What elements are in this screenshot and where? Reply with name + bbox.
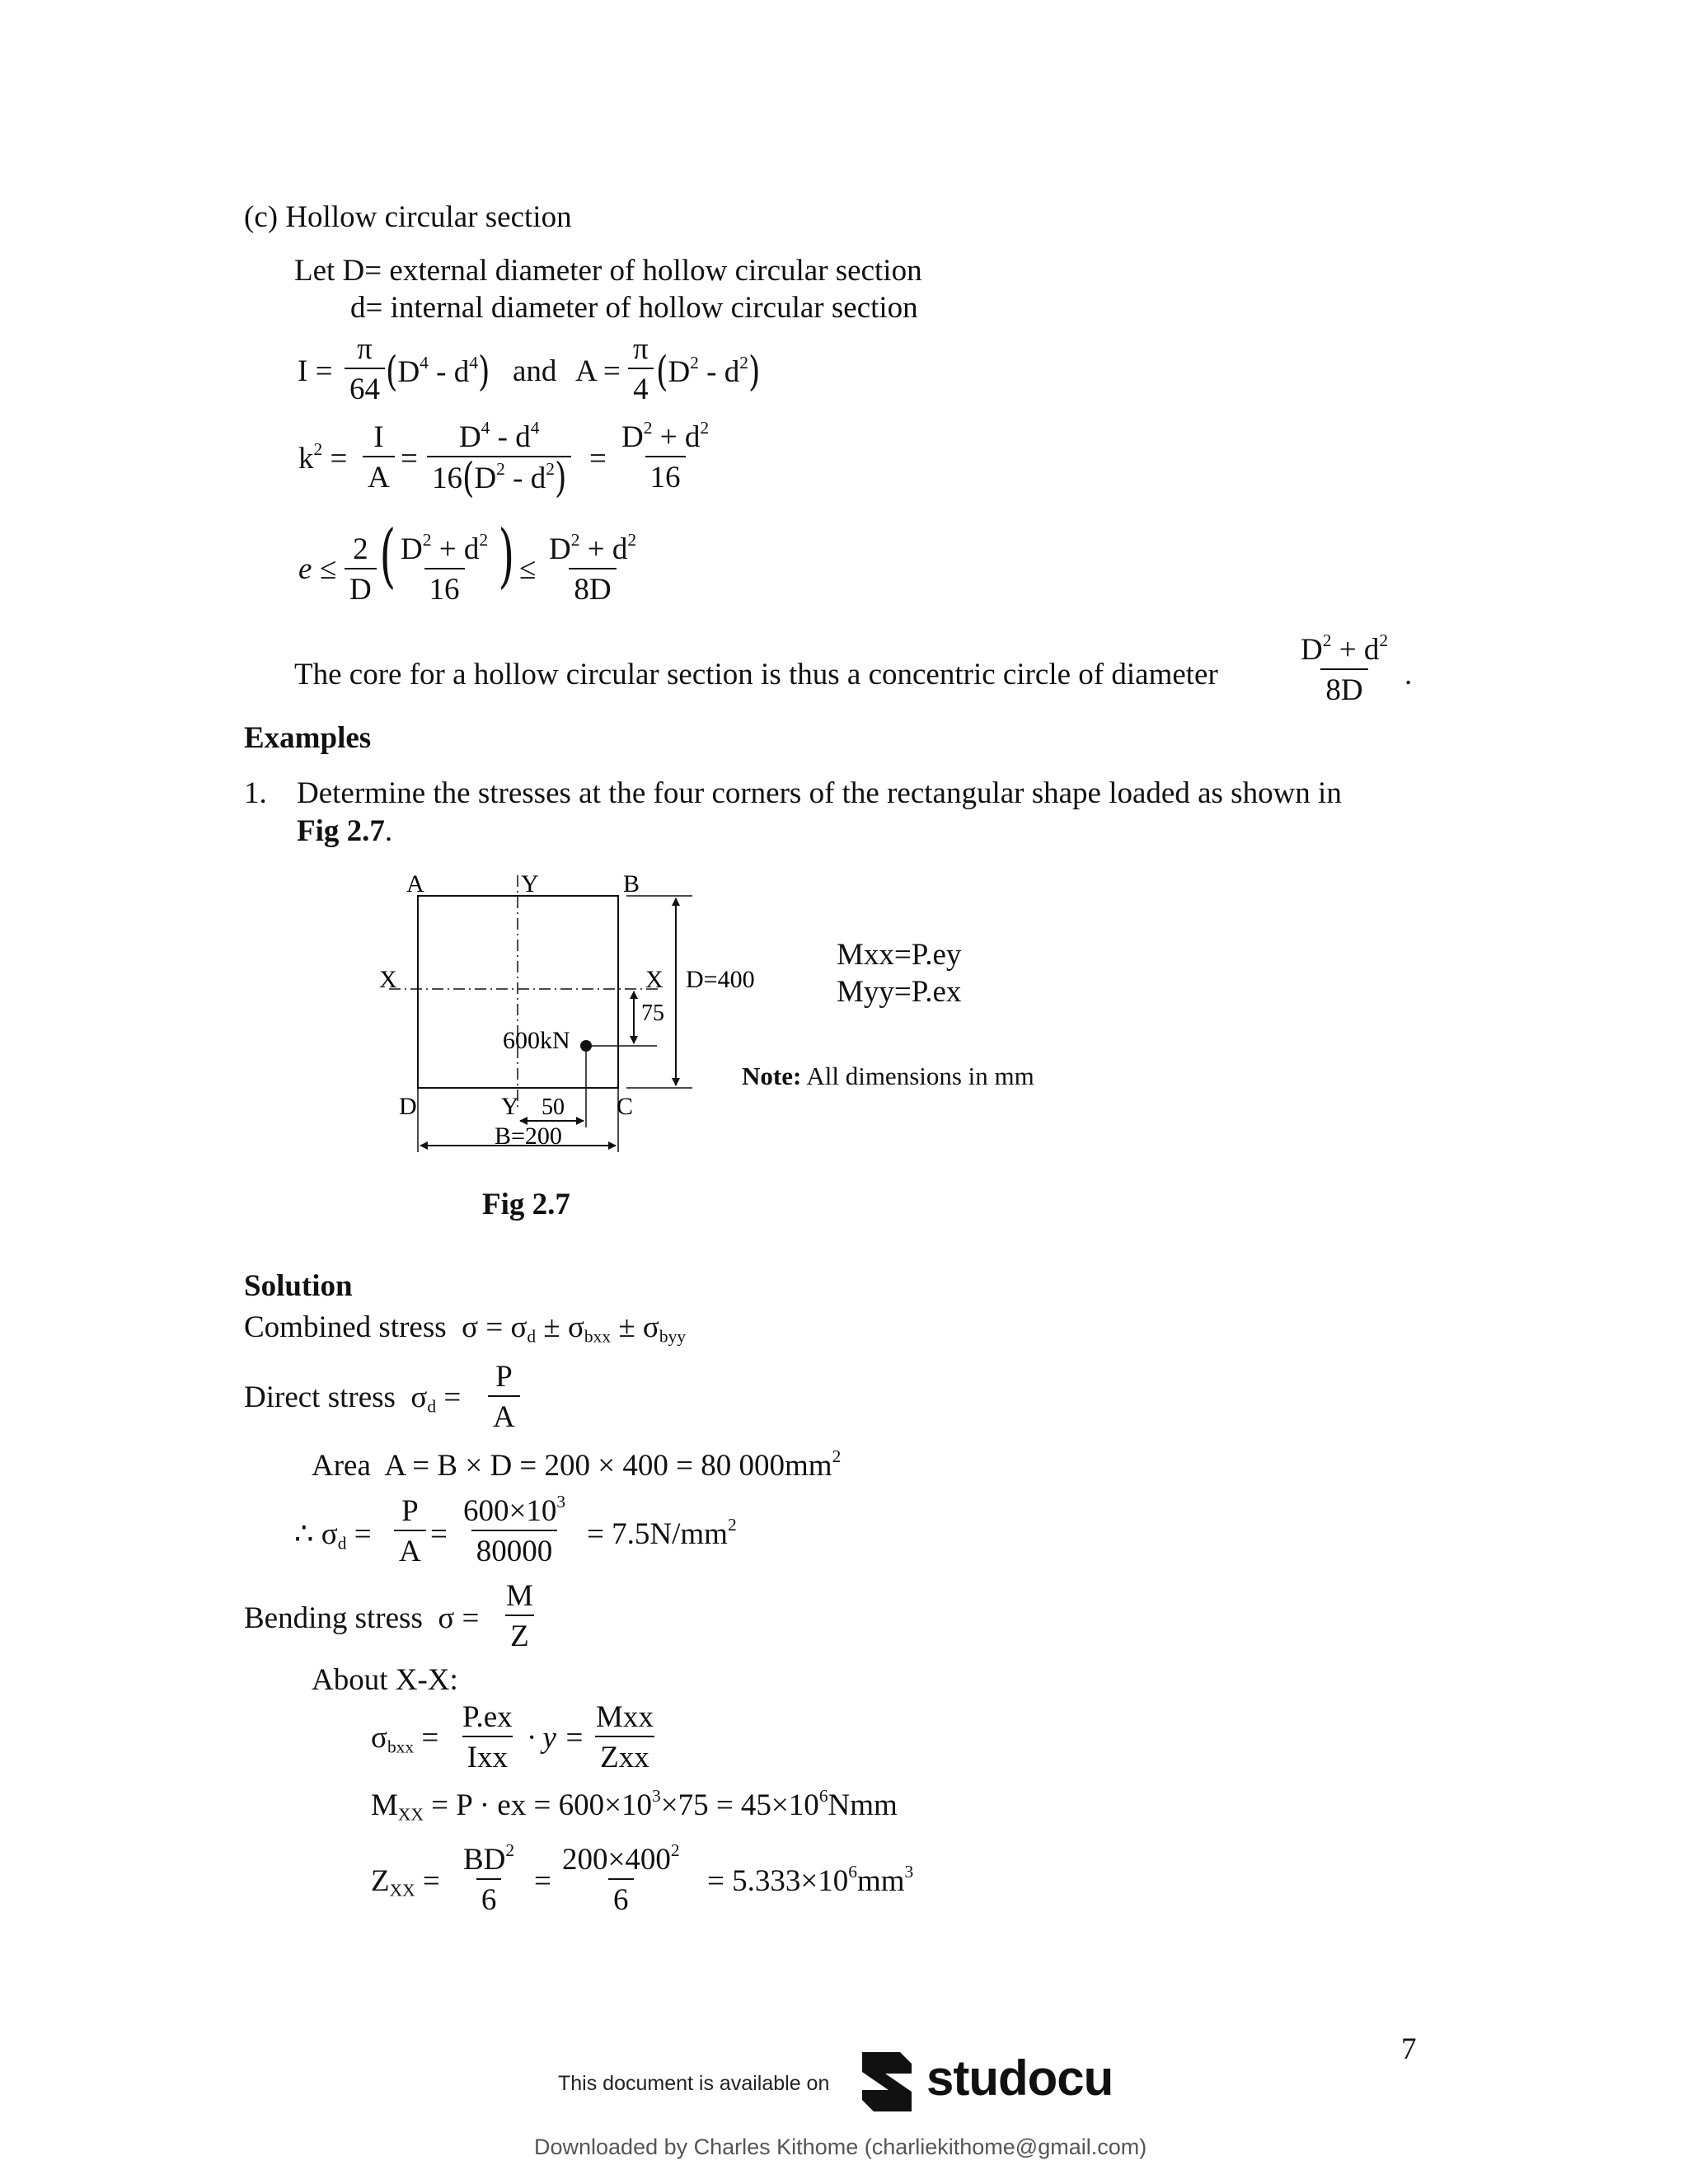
section-heading: (c) Hollow circular section	[244, 200, 572, 234]
examples-heading: Examples	[244, 721, 372, 755]
load-label: 600kN	[503, 1027, 570, 1054]
moment-y-equation: Myy=P.ex	[837, 975, 962, 1009]
example-text: Determine the stresses at the four corners of the rectangular shape loaded as shown in	[297, 776, 1342, 810]
studocu-brand[interactable]: studocu	[926, 2050, 1114, 2106]
dimension-D-label: D=400	[686, 966, 755, 993]
example-number: 1.	[244, 776, 267, 810]
about-axis-heading: About X-X:	[312, 1663, 458, 1697]
core-diameter-fraction: $\frac{D^2 + d^2}{8D}$	[1301, 630, 1389, 707]
moment-x-equation: Mxx=P.ey	[837, 938, 962, 972]
axis-label-x-left: X	[379, 966, 397, 993]
solution-heading: Solution	[244, 1269, 353, 1303]
corner-label-C: C	[617, 1093, 634, 1120]
axis-label-x-right: X	[645, 966, 663, 993]
studocu-logo-icon	[857, 2049, 917, 2115]
corner-label-B: B	[623, 870, 640, 898]
definition-internal-diameter: d= internal diameter of hollow circular section	[350, 291, 918, 325]
combined-stress-equation: Combined stress $\sigma = \sigma_d \pm \sigma_{bxx} \pm \sigma_{byy}$	[244, 1310, 687, 1347]
core-sentence: The core for a hollow circular section is thus a concentric circle of diameter	[294, 658, 1218, 691]
axis-label-y-bottom: Y	[501, 1093, 519, 1120]
axis-label-y-top: Y	[521, 870, 539, 898]
dimension-50-label: 50	[542, 1094, 565, 1120]
moment-xx-equation: $M_{XX} = P$ · ex = $600\times 10^3\times 75 = 45\times 10^6Nmm$	[371, 1785, 898, 1825]
dimension-75-label: 75	[641, 1001, 664, 1026]
definition-external-diameter: Let D= external diameter of hollow circular section	[294, 254, 922, 288]
availability-text: This document is available on	[558, 2072, 830, 2095]
dimension-B-label: B=200	[495, 1122, 562, 1150]
figure-note: Note: All dimensions in mm	[742, 1062, 1034, 1090]
download-attribution: Downloaded by Charles Kithome (charliekithome@gmail.com)	[534, 2135, 1147, 2159]
corner-label-A: A	[406, 870, 424, 898]
area-equation: Area A = B × D = 200 × 400 = 80 $000mm^2$	[312, 1446, 842, 1483]
load-point	[580, 1040, 592, 1052]
figure-caption: Fig 2.7	[482, 1188, 570, 1221]
page-number: 7	[1401, 2032, 1417, 2066]
corner-label-D: D	[399, 1093, 417, 1120]
example-fig-ref: Fig 2.7.	[297, 814, 393, 848]
